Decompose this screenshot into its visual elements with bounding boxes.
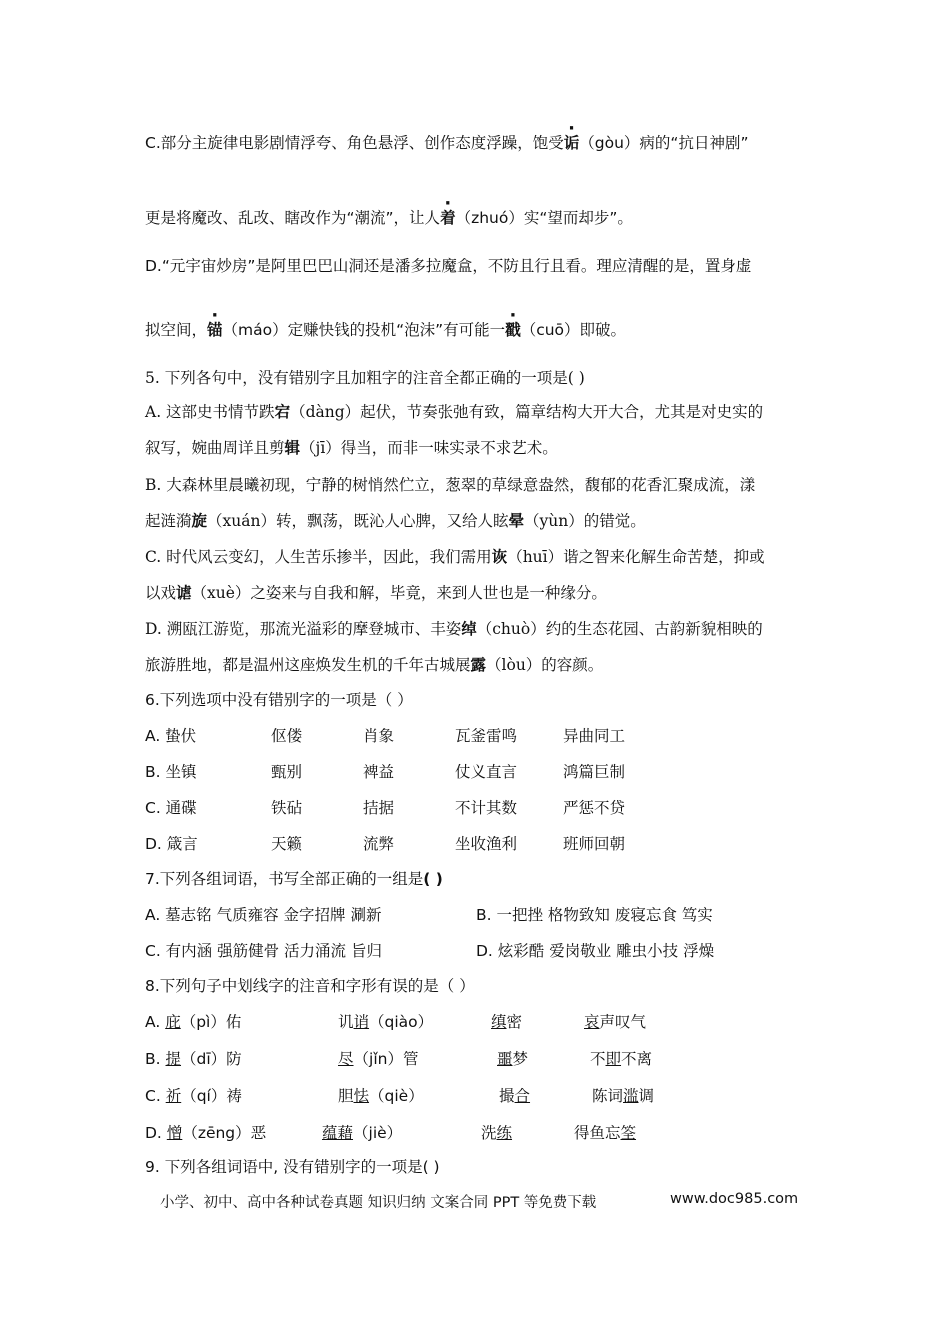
- footer-text: 小学、初中、高中各种试卷真题 知识归纳 文案合同 PPT 等免费下载: [160, 1195, 597, 1211]
- q8-option-item: B. 提（dī）防: [145, 1050, 242, 1068]
- q8-option-item: 胆怯（qiè）: [338, 1087, 424, 1105]
- q4-option-c-line2: 更是将魔改、乱改、瞎改作为“潮流”，让人着（zhuó）实“望而却步”。: [145, 209, 633, 227]
- dotted-char: 着: [440, 209, 456, 227]
- q5-option-d-line2: 旅游胜地，都是温州这座焕发生机的千年古城展露（lòu）的容颜。: [145, 655, 604, 674]
- q8-option-item: 不即不离: [590, 1050, 653, 1068]
- q5-option-c-line1: C. 时代风云变幻，人生苦乐掺半，因此，我们需用诙（huī）谐之智来化解生命苦楚，抑或: [145, 547, 765, 566]
- underlined-char: 筌: [620, 1124, 637, 1142]
- underlined-char: 哀: [584, 1013, 600, 1031]
- q8-option-item: 蕴藉（jiè）: [322, 1124, 403, 1142]
- q8-option-item: A. 庇（pì）佑: [145, 1013, 242, 1031]
- q6-option-word: 不计其数: [455, 799, 518, 817]
- underlined-char: 噩: [497, 1050, 513, 1068]
- q4-option-d-line2: 拟空间，锚（máo）定赚快钱的投机“泡沫”有可能一戳（cuō）即破。: [145, 321, 627, 339]
- underlined-char: 怯: [353, 1087, 370, 1105]
- q7-option-a: A. 墓志铭 气质雍容 金字招牌 涮新: [145, 906, 382, 924]
- underlined-char: 憎: [166, 1124, 183, 1142]
- q7-option-b: B. 一把挫 格物致知 废寝忘食 笃实: [476, 906, 713, 924]
- q8-option-item: 讥诮（qiào）: [338, 1013, 434, 1031]
- q6-option-word: 裨益: [363, 763, 395, 781]
- underlined-char: 尽: [338, 1050, 354, 1068]
- dotted-char: 诟: [563, 134, 580, 152]
- q6-option-label-word: D. 箴言: [145, 835, 198, 853]
- q8-option-item: 哀声叹气: [584, 1013, 647, 1031]
- q8-option-item: 得鱼忘筌: [574, 1124, 637, 1142]
- q6-option-label-word: C. 通碟: [145, 799, 197, 817]
- q6-option-word: 严惩不贷: [563, 799, 626, 817]
- underlined-char: 蕴藉: [322, 1124, 354, 1142]
- q6-option-word: 伛偻: [271, 727, 303, 745]
- q6-stem: 6.下列选项中没有错别字的一项是（ ）: [145, 691, 413, 709]
- underlined-char: 合: [514, 1087, 531, 1105]
- q6-option-word: 坐收渔利: [455, 835, 518, 853]
- q8-option-item: 尽（jǐn）管: [338, 1050, 419, 1068]
- dotted-char: 戳: [505, 321, 521, 339]
- q5-option-b-line1: B. 大森林里晨曦初现，宁静的树悄然伫立，葱翠的草绿意盎然，馥郁的花香汇聚成流，漾: [145, 476, 756, 494]
- dotted-char: 锚: [207, 321, 223, 339]
- q8-stem: 8.下列句子中划线字的注音和字形有误的是（ ）: [145, 977, 475, 995]
- q6-option-word: 流弊: [363, 835, 395, 853]
- q7-stem: 7.下列各组词语，书写全部正确的一组是( ): [145, 870, 443, 888]
- q5-option-a-line1: A. 这部史书情节跌宕（dàng）起伏，节奏张弛有致，篇章结构大开大合，尤其是对史实的: [145, 402, 764, 421]
- footer-url[interactable]: www.doc985.com: [670, 1191, 799, 1207]
- q5-option-d-line1: D. 溯瓯江游览，那流光溢彩的摩登城市、丰姿绰（chuò）约的生态花园、古韵新貌相映的: [145, 619, 763, 638]
- underlined-char: 祈: [165, 1087, 182, 1105]
- q8-option-item: 噩梦: [497, 1050, 529, 1068]
- underlined-char: 缜: [491, 1013, 507, 1031]
- q7-option-d: D. 炫彩酷 爱岗敬业 雕虫小技 浮燥: [476, 942, 715, 960]
- q4-option-d-line1: D.“元宇宙炒房”是阿里巴巴山洞还是潘多拉魔盒，不防且行且看。理应清醒的是，置身虚: [145, 257, 752, 275]
- q6-option-word: 甄别: [271, 763, 303, 781]
- q6-option-word: 仗义直言: [455, 763, 518, 781]
- q6-option-word: 天籁: [271, 835, 303, 853]
- q8-option-item: D. 憎（zēng）恶: [145, 1124, 267, 1142]
- q8-option-item: 洗练: [481, 1124, 513, 1142]
- q6-option-word: 瓦釜雷鸣: [455, 727, 518, 745]
- underlined-char: 练: [496, 1124, 513, 1142]
- q4-option-c-line1: C.部分主旋律电影剧情浮夸、角色悬浮、创作态度浮躁，饱受诟（gòu）病的“抗日神剧”: [145, 134, 749, 152]
- q6-option-word: 异曲同工: [563, 727, 626, 745]
- q5-option-c-line2: 以戏谑（xuè）之姿来与自我和解，毕竟，来到人世也是一种缘分。: [145, 583, 607, 602]
- q6-option-word: 班师回朝: [563, 835, 626, 853]
- underlined-char: 诮: [353, 1013, 370, 1031]
- q8-option-item: 缜密: [491, 1013, 523, 1031]
- q7-option-c: C. 有内涵 强筋健骨 活力涌流 旨归: [145, 942, 382, 960]
- q6-option-word: 鸿篇巨制: [563, 763, 626, 781]
- q8-option-item: 撮合: [499, 1087, 531, 1105]
- underlined-char: 提: [165, 1050, 182, 1068]
- q6-option-label-word: B. 坐镇: [145, 763, 197, 781]
- q6-option-word: 拮据: [363, 799, 395, 817]
- underlined-char: 滥: [623, 1087, 639, 1105]
- q5-option-a-line2: 叙写，婉曲周详且剪辑（jī）得当，而非一味实录不求艺术。: [145, 438, 558, 457]
- q8-option-item: 陈词滥调: [592, 1087, 655, 1105]
- q6-option-word: 铁砧: [271, 799, 303, 817]
- q6-option-label-word: A. 蛰伏: [145, 727, 197, 745]
- q8-option-item: C. 祈（qí）祷: [145, 1087, 242, 1105]
- q5-option-b-line2: 起涟漪旋（xuán）转，飘荡，既沁人心脾，又给人眩晕（yùn）的错觉。: [145, 511, 646, 530]
- q6-option-word: 肖象: [363, 727, 395, 745]
- q9-stem: 9. 下列各组词语中, 没有错别字的一项是( ): [145, 1158, 440, 1176]
- underlined-char: 即: [605, 1050, 622, 1068]
- underlined-char: 庇: [165, 1013, 181, 1031]
- q5-stem: 5. 下列各句中，没有错别字且加粗字的注音全都正确的一项是( ): [145, 369, 585, 387]
